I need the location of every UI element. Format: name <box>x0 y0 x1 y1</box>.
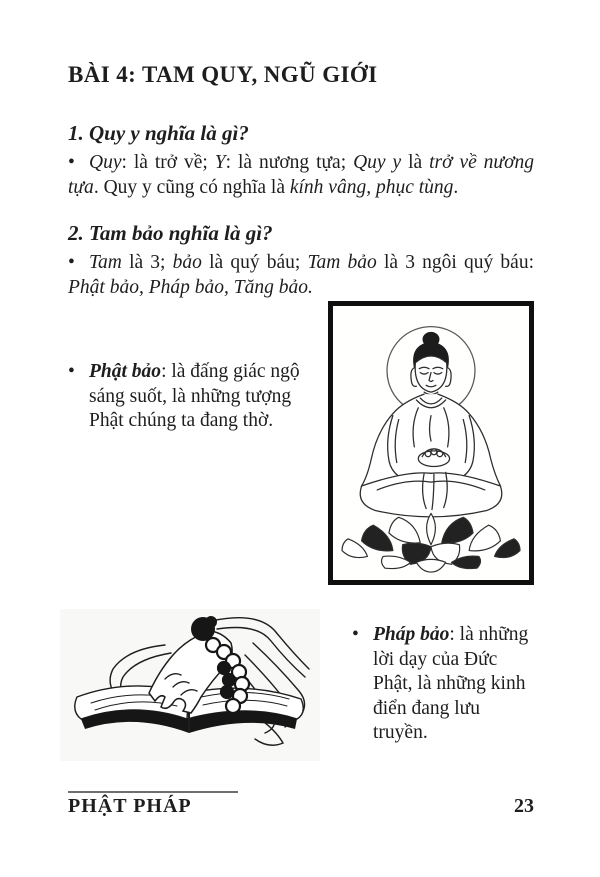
page-title: BÀI 4: TAM QUY, NGŨ GIỚI <box>68 62 378 87</box>
buddha-illustration-frame <box>328 301 534 585</box>
page-number: 23 <box>514 795 534 817</box>
text-segment: là 3; <box>121 252 173 273</box>
footer-book-title: PHẬT PHÁP <box>68 795 192 817</box>
phat-bao-paragraph <box>68 360 308 434</box>
phat-bao-text <box>89 361 300 431</box>
text-segment: Phật bảo, Pháp bảo, Tăng bảo. <box>68 277 313 298</box>
text-segment: trở về nương tựa <box>68 152 534 198</box>
footer-rule <box>68 791 238 793</box>
bullet-icon: • <box>352 624 359 645</box>
section-2-text <box>68 252 534 298</box>
phat-bao-column <box>68 300 308 585</box>
section-2-heading: 2. Tam bảo nghĩa là gì? <box>68 221 273 245</box>
section-1-paragraph <box>68 150 534 200</box>
text-segment: . <box>453 177 459 198</box>
book-hand-illustration <box>60 609 320 761</box>
phap-bao-text <box>373 624 528 743</box>
text-segment: : là đấng giác ngộ sáng suốt, là những tượng Phật chúng ta đang thờ. <box>89 361 300 431</box>
text-segment: : là nương tựa; <box>225 152 354 173</box>
section-1-heading: 1. Quy y nghĩa là gì? <box>68 121 249 145</box>
footer-row <box>68 795 534 818</box>
text-segment: Tam bảo <box>307 252 377 273</box>
phap-bao-column <box>352 603 534 761</box>
text-segment: Quy <box>89 152 122 173</box>
text-segment: là <box>401 152 430 173</box>
phap-bao-row <box>68 603 534 761</box>
text-segment: bảo <box>172 252 202 273</box>
text-segment: Quy y <box>353 152 402 173</box>
buddha-illustration <box>337 310 525 576</box>
text-segment: : là trở về; <box>121 152 215 173</box>
bullet-icon: • <box>68 252 75 273</box>
text-segment: Y <box>214 152 226 173</box>
text-segment: là 3 ngôi quý báu: <box>376 252 534 273</box>
phap-bao-paragraph <box>352 623 530 746</box>
phat-bao-row <box>68 300 534 585</box>
text-segment: : là những lời dạy của Đức Phật, là những kinh điển đang lưu truyền. <box>373 624 529 743</box>
text-segment: . Quy y cũng có nghĩa là <box>93 177 290 198</box>
text-segment: là quý báu; <box>201 252 308 273</box>
text-segment: Tam <box>89 252 122 273</box>
text-segment: kính vâng, phục tùng <box>289 177 454 198</box>
book-hand-illustration-container <box>60 609 320 761</box>
section-2-paragraph <box>68 250 534 300</box>
text-segment: Phật bảo <box>89 361 162 382</box>
section-1-text <box>68 152 534 198</box>
bullet-icon: • <box>68 152 75 173</box>
bullet-icon: • <box>68 361 75 382</box>
text-segment: Pháp bảo <box>373 624 450 645</box>
page-footer <box>68 791 534 818</box>
